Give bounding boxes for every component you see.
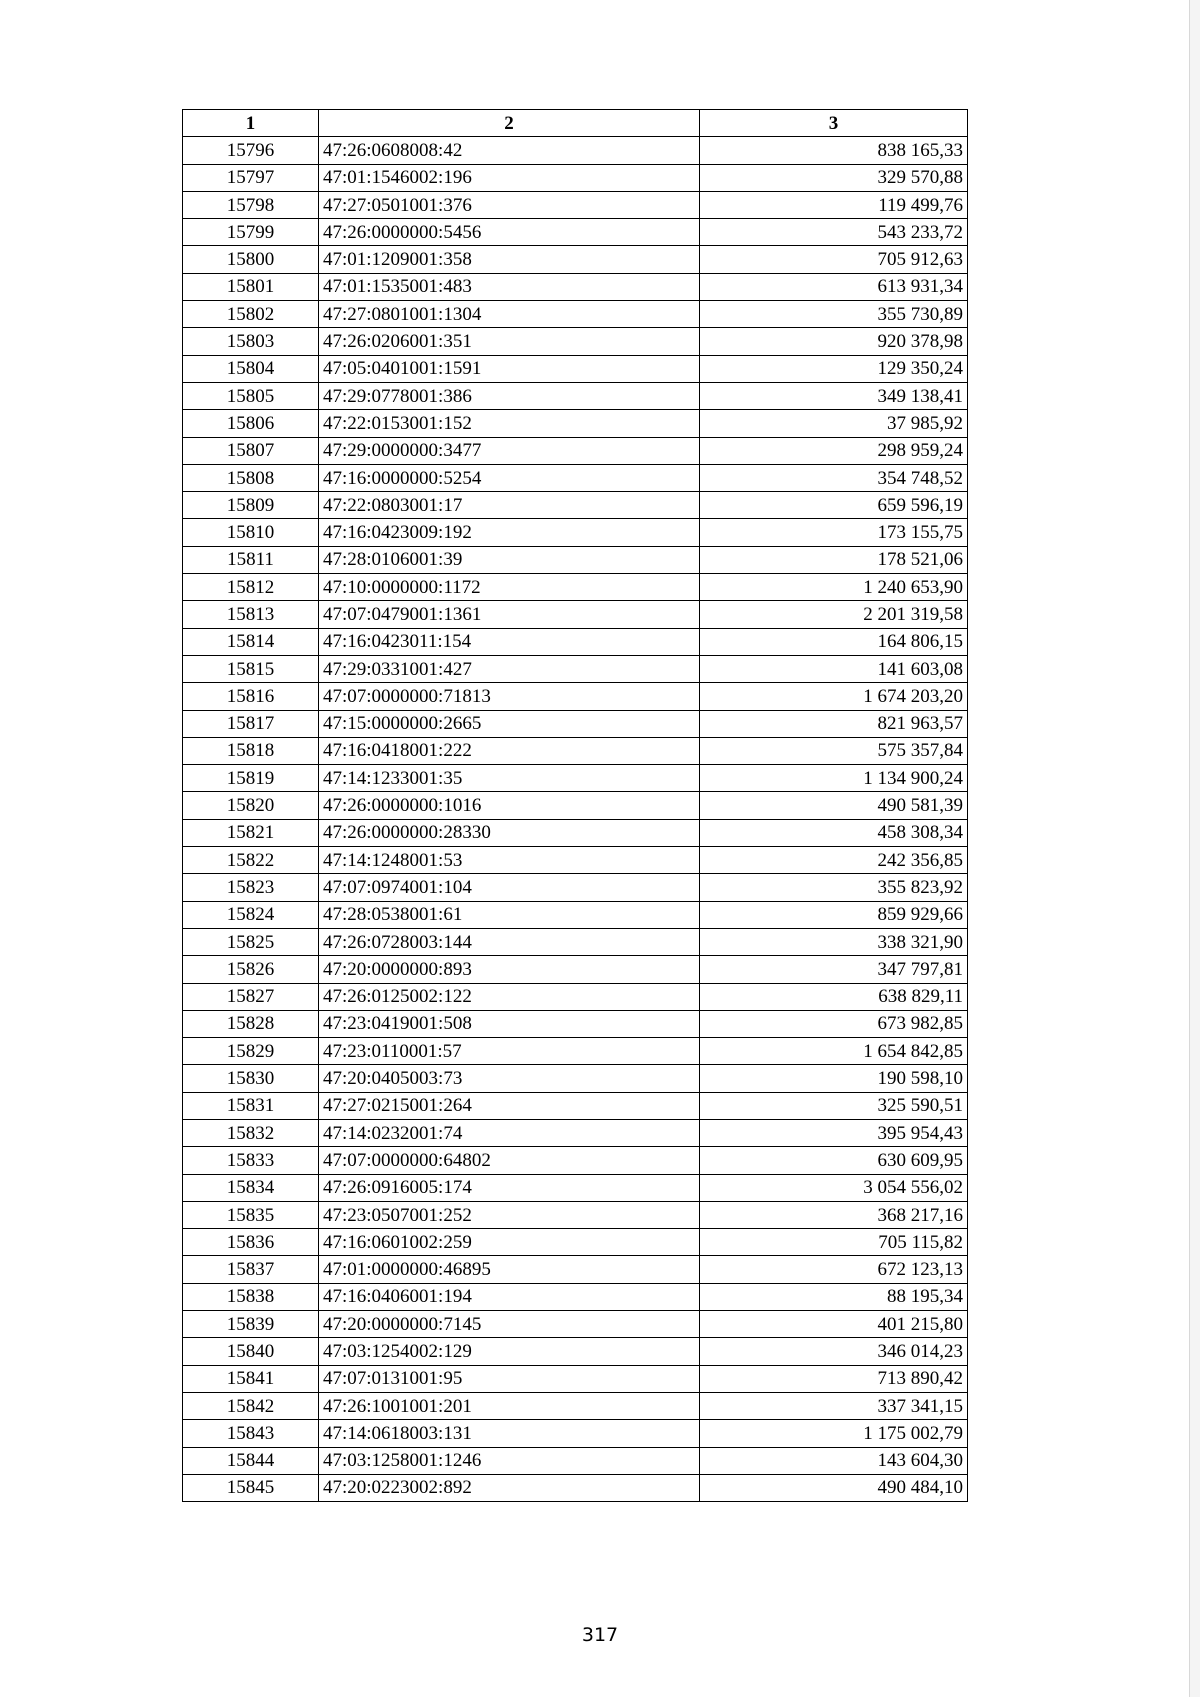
- row-number-cell: 15797: [183, 164, 319, 191]
- table-row: [183, 1256, 968, 1283]
- value-cell: 821 963,57: [700, 710, 968, 737]
- page-edge-scrollbar: [1189, 0, 1200, 1697]
- value-cell: 325 590,51: [700, 1092, 968, 1119]
- value-cell: 1 674 203,20: [700, 683, 968, 710]
- row-number-cell: 15811: [183, 546, 319, 573]
- row-number-cell: 15818: [183, 737, 319, 764]
- row-number-cell: 15813: [183, 601, 319, 628]
- cadastral-number-cell: 47:20:0000000:7145: [319, 1311, 700, 1338]
- cadastral-number-cell: 47:27:0215001:264: [319, 1092, 700, 1119]
- table-row: [183, 710, 968, 737]
- value-cell: 458 308,34: [700, 819, 968, 846]
- table-body: [183, 137, 968, 1502]
- cadastral-number-cell: 47:20:0000000:893: [319, 956, 700, 983]
- cadastral-number-cell: 47:03:1254002:129: [319, 1338, 700, 1365]
- row-number-cell: 15824: [183, 901, 319, 928]
- value-cell: 173 155,75: [700, 519, 968, 546]
- value-cell: 613 931,34: [700, 273, 968, 300]
- row-number-cell: 15806: [183, 410, 319, 437]
- table-row: [183, 792, 968, 819]
- table-row: [183, 574, 968, 601]
- table-header: [183, 110, 968, 137]
- cadastral-number-cell: 47:16:0423011:154: [319, 628, 700, 655]
- row-number-cell: 15807: [183, 437, 319, 464]
- table-row: [183, 464, 968, 491]
- row-number-cell: 15842: [183, 1392, 319, 1419]
- value-cell: 143 604,30: [700, 1447, 968, 1474]
- cadastral-number-cell: 47:26:0916005:174: [319, 1174, 700, 1201]
- cadastral-number-cell: 47:07:0974001:104: [319, 874, 700, 901]
- value-cell: 705 115,82: [700, 1229, 968, 1256]
- header-col-2: 2: [319, 110, 700, 137]
- row-number-cell: 15815: [183, 655, 319, 682]
- row-number-cell: 15810: [183, 519, 319, 546]
- table-row: [183, 1038, 968, 1065]
- value-cell: 354 748,52: [700, 464, 968, 491]
- cadastral-number-cell: 47:16:0000000:5254: [319, 464, 700, 491]
- row-number-cell: 15800: [183, 246, 319, 273]
- value-cell: 1 240 653,90: [700, 574, 968, 601]
- cadastral-number-cell: 47:14:1248001:53: [319, 847, 700, 874]
- table-row: [183, 1119, 968, 1146]
- row-number-cell: 15808: [183, 464, 319, 491]
- table-row: [183, 1065, 968, 1092]
- row-number-cell: 15801: [183, 273, 319, 300]
- row-number-cell: 15834: [183, 1174, 319, 1201]
- value-cell: 329 570,88: [700, 164, 968, 191]
- cadastral-number-cell: 47:29:0778001:386: [319, 382, 700, 409]
- cadastral-number-cell: 47:26:0000000:5456: [319, 219, 700, 246]
- row-number-cell: 15812: [183, 574, 319, 601]
- cadastral-number-cell: 47:01:1535001:483: [319, 273, 700, 300]
- value-cell: 395 954,43: [700, 1119, 968, 1146]
- value-cell: 1 175 002,79: [700, 1420, 968, 1447]
- cadastral-number-cell: 47:28:0106001:39: [319, 546, 700, 573]
- row-number-cell: 15840: [183, 1338, 319, 1365]
- value-cell: 298 959,24: [700, 437, 968, 464]
- table-row: [183, 355, 968, 382]
- table-row: [183, 737, 968, 764]
- table-row: [183, 1201, 968, 1228]
- table-row: [183, 519, 968, 546]
- row-number-cell: 15843: [183, 1420, 319, 1447]
- table-row: [183, 601, 968, 628]
- cadastral-number-cell: 47:16:0601002:259: [319, 1229, 700, 1256]
- cadastral-number-cell: 47:29:0331001:427: [319, 655, 700, 682]
- value-cell: 355 823,92: [700, 874, 968, 901]
- row-number-cell: 15831: [183, 1092, 319, 1119]
- value-cell: 920 378,98: [700, 328, 968, 355]
- cadastral-number-cell: 47:16:0418001:222: [319, 737, 700, 764]
- row-number-cell: 15827: [183, 983, 319, 1010]
- cadastral-number-cell: 47:23:0110001:57: [319, 1038, 700, 1065]
- cadastral-number-cell: 47:23:0507001:252: [319, 1201, 700, 1228]
- row-number-cell: 15832: [183, 1119, 319, 1146]
- row-number-cell: 15819: [183, 765, 319, 792]
- cadastral-number-cell: 47:14:0232001:74: [319, 1119, 700, 1146]
- value-cell: 659 596,19: [700, 492, 968, 519]
- row-number-cell: 15835: [183, 1201, 319, 1228]
- cadastral-number-cell: 47:20:0223002:892: [319, 1474, 700, 1501]
- row-number-cell: 15844: [183, 1447, 319, 1474]
- row-number-cell: 15809: [183, 492, 319, 519]
- cadastral-number-cell: 47:15:0000000:2665: [319, 710, 700, 737]
- table-row: [183, 1420, 968, 1447]
- value-cell: 490 581,39: [700, 792, 968, 819]
- table-row: [183, 410, 968, 437]
- value-cell: 349 138,41: [700, 382, 968, 409]
- cadastral-number-cell: 47:14:0618003:131: [319, 1420, 700, 1447]
- table-row: [183, 1338, 968, 1365]
- table-row: [183, 273, 968, 300]
- value-cell: 355 730,89: [700, 301, 968, 328]
- row-number-cell: 15829: [183, 1038, 319, 1065]
- cadastral-number-cell: 47:26:0608008:42: [319, 137, 700, 164]
- row-number-cell: 15828: [183, 1010, 319, 1037]
- table-row: [183, 1311, 968, 1338]
- row-number-cell: 15820: [183, 792, 319, 819]
- value-cell: 1 134 900,24: [700, 765, 968, 792]
- table-row: [183, 1474, 968, 1501]
- cadastral-number-cell: 47:26:0206001:351: [319, 328, 700, 355]
- value-cell: 190 598,10: [700, 1065, 968, 1092]
- cadastral-number-cell: 47:23:0419001:508: [319, 1010, 700, 1037]
- cadastral-number-cell: 47:07:0479001:1361: [319, 601, 700, 628]
- row-number-cell: 15817: [183, 710, 319, 737]
- row-number-cell: 15836: [183, 1229, 319, 1256]
- value-cell: 401 215,80: [700, 1311, 968, 1338]
- cadastral-number-cell: 47:26:0000000:28330: [319, 819, 700, 846]
- table-row: [183, 683, 968, 710]
- value-cell: 37 985,92: [700, 410, 968, 437]
- row-number-cell: 15838: [183, 1283, 319, 1310]
- table-row: [183, 1092, 968, 1119]
- value-cell: 119 499,76: [700, 191, 968, 218]
- value-cell: 178 521,06: [700, 546, 968, 573]
- row-number-cell: 15805: [183, 382, 319, 409]
- table-row: [183, 847, 968, 874]
- value-cell: 575 357,84: [700, 737, 968, 764]
- cadastral-number-cell: 47:20:0405003:73: [319, 1065, 700, 1092]
- value-cell: 347 797,81: [700, 956, 968, 983]
- table-row: [183, 382, 968, 409]
- value-cell: 3 054 556,02: [700, 1174, 968, 1201]
- row-number-cell: 15799: [183, 219, 319, 246]
- row-number-cell: 15841: [183, 1365, 319, 1392]
- cadastral-number-cell: 47:26:0728003:144: [319, 928, 700, 955]
- value-cell: 242 356,85: [700, 847, 968, 874]
- row-number-cell: 15798: [183, 191, 319, 218]
- value-cell: 338 321,90: [700, 928, 968, 955]
- row-number-cell: 15830: [183, 1065, 319, 1092]
- row-number-cell: 15833: [183, 1147, 319, 1174]
- table-row: [183, 819, 968, 846]
- table-row: [183, 328, 968, 355]
- table-row: [183, 492, 968, 519]
- header-col-1: 1: [183, 110, 319, 137]
- cadastral-number-cell: 47:01:1209001:358: [319, 246, 700, 273]
- value-cell: 672 123,13: [700, 1256, 968, 1283]
- table-row: [183, 246, 968, 273]
- cadastral-number-cell: 47:16:0406001:194: [319, 1283, 700, 1310]
- table-row: [183, 655, 968, 682]
- table-row: [183, 1283, 968, 1310]
- table-row: [183, 928, 968, 955]
- cadastral-number-cell: 47:26:0000000:1016: [319, 792, 700, 819]
- row-number-cell: 15804: [183, 355, 319, 382]
- row-number-cell: 15839: [183, 1311, 319, 1338]
- value-cell: 346 014,23: [700, 1338, 968, 1365]
- value-cell: 88 195,34: [700, 1283, 968, 1310]
- cadastral-number-cell: 47:27:0801001:1304: [319, 301, 700, 328]
- value-cell: 705 912,63: [700, 246, 968, 273]
- cadastral-number-cell: 47:01:1546002:196: [319, 164, 700, 191]
- value-cell: 859 929,66: [700, 901, 968, 928]
- row-number-cell: 15823: [183, 874, 319, 901]
- header-row: [183, 110, 968, 137]
- cadastral-number-cell: 47:14:1233001:35: [319, 765, 700, 792]
- row-number-cell: 15825: [183, 928, 319, 955]
- value-cell: 630 609,95: [700, 1147, 968, 1174]
- value-cell: 838 165,33: [700, 137, 968, 164]
- cadastral-number-cell: 47:16:0423009:192: [319, 519, 700, 546]
- cadastral-number-cell: 47:01:0000000:46895: [319, 1256, 700, 1283]
- value-cell: 638 829,11: [700, 983, 968, 1010]
- table-row: [183, 219, 968, 246]
- table-row: [183, 301, 968, 328]
- value-cell: 164 806,15: [700, 628, 968, 655]
- row-number-cell: 15826: [183, 956, 319, 983]
- cadastral-number-cell: 47:10:0000000:1172: [319, 574, 700, 601]
- row-number-cell: 15822: [183, 847, 319, 874]
- table-row: [183, 437, 968, 464]
- page-number: 317: [581, 1624, 619, 1646]
- table-row: [183, 1147, 968, 1174]
- value-cell: 129 350,24: [700, 355, 968, 382]
- table-row: [183, 137, 968, 164]
- row-number-cell: 15803: [183, 328, 319, 355]
- value-cell: 543 233,72: [700, 219, 968, 246]
- value-cell: 1 654 842,85: [700, 1038, 968, 1065]
- cadastral-number-cell: 47:22:0803001:17: [319, 492, 700, 519]
- table-row: [183, 1174, 968, 1201]
- value-cell: 141 603,08: [700, 655, 968, 682]
- table-row: [183, 956, 968, 983]
- table-row: [183, 191, 968, 218]
- table-row: [183, 1229, 968, 1256]
- table-row: [183, 546, 968, 573]
- table-row: [183, 1447, 968, 1474]
- table-row: [183, 628, 968, 655]
- table-row: [183, 874, 968, 901]
- value-cell: 490 484,10: [700, 1474, 968, 1501]
- table-row: [183, 164, 968, 191]
- table-row: [183, 901, 968, 928]
- table-row: [183, 1392, 968, 1419]
- value-cell: 713 890,42: [700, 1365, 968, 1392]
- value-cell: 368 217,16: [700, 1201, 968, 1228]
- cadastral-number-cell: 47:29:0000000:3477: [319, 437, 700, 464]
- table-row: [183, 983, 968, 1010]
- cadastral-number-cell: 47:07:0131001:95: [319, 1365, 700, 1392]
- row-number-cell: 15796: [183, 137, 319, 164]
- value-cell: 2 201 319,58: [700, 601, 968, 628]
- cadastral-number-cell: 47:26:0125002:122: [319, 983, 700, 1010]
- table-row: [183, 1010, 968, 1037]
- cadastral-number-cell: 47:28:0538001:61: [319, 901, 700, 928]
- row-number-cell: 15845: [183, 1474, 319, 1501]
- header-col-3: 3: [700, 110, 968, 137]
- row-number-cell: 15802: [183, 301, 319, 328]
- value-cell: 337 341,15: [700, 1392, 968, 1419]
- table-row: [183, 1365, 968, 1392]
- cadastral-number-cell: 47:07:0000000:71813: [319, 683, 700, 710]
- cadastral-number-cell: 47:26:1001001:201: [319, 1392, 700, 1419]
- row-number-cell: 15816: [183, 683, 319, 710]
- row-number-cell: 15821: [183, 819, 319, 846]
- table-row: [183, 765, 968, 792]
- cadastral-number-cell: 47:22:0153001:152: [319, 410, 700, 437]
- value-cell: 673 982,85: [700, 1010, 968, 1037]
- cadastral-number-cell: 47:27:0501001:376: [319, 191, 700, 218]
- cadastral-number-cell: 47:05:0401001:1591: [319, 355, 700, 382]
- data-table: [182, 109, 968, 1502]
- row-number-cell: 15837: [183, 1256, 319, 1283]
- cadastral-number-cell: 47:03:1258001:1246: [319, 1447, 700, 1474]
- row-number-cell: 15814: [183, 628, 319, 655]
- cadastral-number-cell: 47:07:0000000:64802: [319, 1147, 700, 1174]
